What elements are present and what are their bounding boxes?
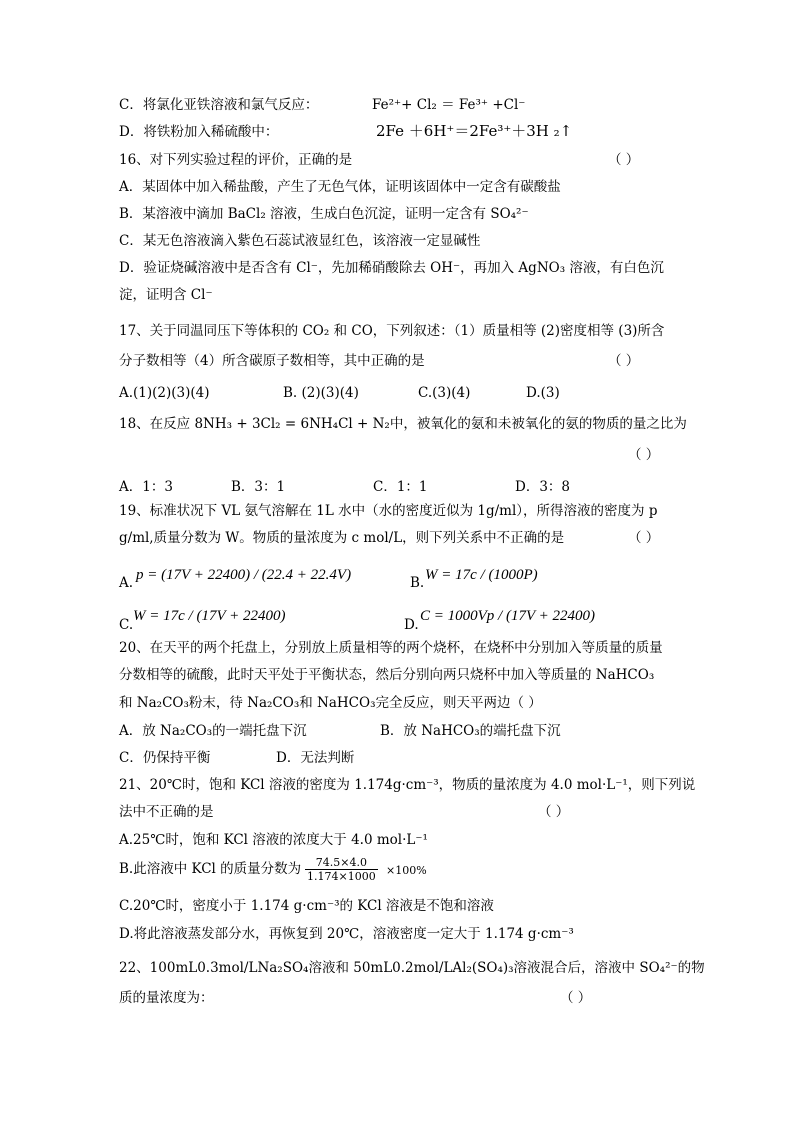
q18-stem: 18、在反应 8NH₃ + 3Cl₂ = 6NH₄Cl + N₂中，被氧化的氨和未被氧化的氨的物质的量之比为 [119, 416, 687, 432]
q21-fraction-numerator: 74.5×4.0 [305, 856, 378, 870]
q17-option-d: D.(3) [526, 385, 560, 401]
q20-option-d: D．无法判断 [276, 750, 355, 766]
q19-stem-line1: 19、标准状况下 VL 氨气溶解在 1L 水中（水的密度近似为 1g/ml），所得溶液的密度为 p [119, 503, 658, 519]
q21-option-d: D.将此溶液蒸发部分水，再恢复到 20℃，溶液密度一定大于 1.174 g·cm⁻³ [119, 926, 574, 942]
q15-option-c-label: C．将氯化亚铁溶液和氯气反应： [119, 97, 319, 113]
q22-stem-line1: 22、100mL0.3mol/LNa₂SO₄溶液和 50mL0.2mol/LAl₂(SO₄)₃溶液混合后，溶液中 SO₄²⁻的物 [119, 960, 705, 976]
q19-option-a-label: A. [119, 575, 134, 591]
q19-option-d-label: D. [404, 617, 419, 633]
q15-option-c-equation: Fe²⁺+ Cl₂ ＝ Fe³⁺ +Cl⁻ [372, 97, 526, 113]
q20-stem-line3: 和 Na₂CO₃粉末，待 Na₂CO₃和 NaHCO₃完全反应，则天平两边（ ） [119, 695, 542, 711]
q21-fraction-denominator: 1.174×1000 [307, 870, 376, 883]
q19-option-b-formula: W = 17c / (1000P) [425, 567, 538, 583]
q15-option-d-label: D．将铁粉加入稀硫酸中： [119, 124, 279, 140]
q20-stem-line1: 20、在天平的两个托盘上，分别放上质量相等的两个烧杯，在烧杯中分别加入等质量的质量 [119, 640, 663, 656]
q17-answer-bracket: （ ） [608, 353, 640, 369]
q16-option-a: A．某固体中加入稀盐酸，产生了无色气体，证明该固体中一定含有碳酸盐 [119, 179, 561, 195]
q17-option-a: A.(1)(2)(3)(4) [119, 385, 210, 401]
q16-option-d-line2: 淀，证明含 Cl⁻ [119, 287, 213, 303]
q21-stem-line2: 法中不正确的是 [119, 804, 214, 820]
q21-option-c: C.20℃时，密度小于 1.174 g·cm⁻³的 KCl 溶液是不饱和溶液 [119, 898, 494, 914]
q18-answer-bracket: （ ） [628, 447, 660, 463]
q18-option-d: D．3：8 [515, 479, 571, 495]
q21-option-b-tail: ×100% [386, 864, 427, 877]
q19-option-c-formula: W = 17c / (17V + 22400) [133, 608, 286, 624]
q22-answer-bracket: （ ） [560, 990, 592, 1006]
q19-stem-line2: g/ml,质量分数为 W。物质的量浓度为 c mol/L，则下列关系中不正确的是 [119, 530, 565, 546]
q20-option-a: A．放 Na₂CO₃的一端托盘下沉 [119, 723, 307, 739]
q18-option-a: A．1：3 [119, 479, 173, 495]
q16-option-b: B．某溶液中滴加 BaCl₂ 溶液，生成白色沉淀，证明一定含有 SO₄²⁻ [119, 206, 529, 222]
q20-option-c: C．仍保持平衡 [119, 750, 211, 766]
q20-option-b: B．放 NaHCO₃的端托盘下沉 [380, 723, 561, 739]
q21-option-b-fraction [305, 856, 378, 883]
q16-option-d-line1: D．验证烧碱溶液中是否含有 Cl⁻，先加稀硝酸除去 OH⁻，再加入 AgNO₃ 溶液，有白色沉 [119, 260, 664, 276]
q19-answer-bracket: （ ） [628, 530, 660, 546]
q17-stem-line2: 分子数相等（4）所含碳原子数相等，其中正确的是 [119, 353, 425, 369]
q19-option-a-formula: p = (17V + 22400) / (22.4 + 22.4V) [136, 567, 352, 583]
q19-option-c-label: C. [119, 617, 134, 633]
q16-stem: 16、对下列实验过程的评价，正确的是 [119, 152, 353, 168]
q17-stem-line1: 17、关于同温同压下等体积的 CO₂ 和 CO，下列叙述：（1）质量相等 (2)密度相等 (3)所含 [119, 323, 665, 339]
q21-stem-line1: 21、20℃时，饱和 KCl 溶液的密度为 1.174g·cm⁻³，物质的量浓度为 4.0 mol·L⁻¹，则下列说 [119, 777, 696, 793]
q16-answer-bracket: （ ） [608, 152, 640, 168]
q17-option-b: B. (2)(3)(4) [283, 385, 359, 401]
q20-stem-line2: 分数相等的硫酸，此时天平处于平衡状态，然后分别向两只烧杯中加入等质量的 NaHCO₃ [119, 667, 655, 683]
q22-stem-line2: 质的量浓度为： [119, 990, 214, 1006]
q19-option-d-formula: C = 1000Vp / (17V + 22400) [420, 608, 595, 624]
q15-option-d-equation: 2Fe ＋6H⁺＝2Fe³⁺＋3H ₂↑ [376, 122, 573, 140]
q17-option-c: C.(3)(4) [418, 385, 471, 401]
q18-option-b: B．3：1 [231, 479, 286, 495]
q21-option-a: A.25℃时，饱和 KCl 溶液的浓度大于 4.0 mol·L⁻¹ [119, 832, 428, 848]
q21-answer-bracket: （ ） [538, 804, 570, 820]
q16-option-c: C．某无色溶液滴入紫色石蕊试液显红色，该溶液一定显碱性 [119, 233, 481, 249]
q19-option-b-label: B. [410, 575, 425, 591]
q18-option-c: C．1：1 [373, 479, 428, 495]
q21-option-b-label: B.此溶液中 KCl 的质量分数为 [119, 861, 302, 877]
